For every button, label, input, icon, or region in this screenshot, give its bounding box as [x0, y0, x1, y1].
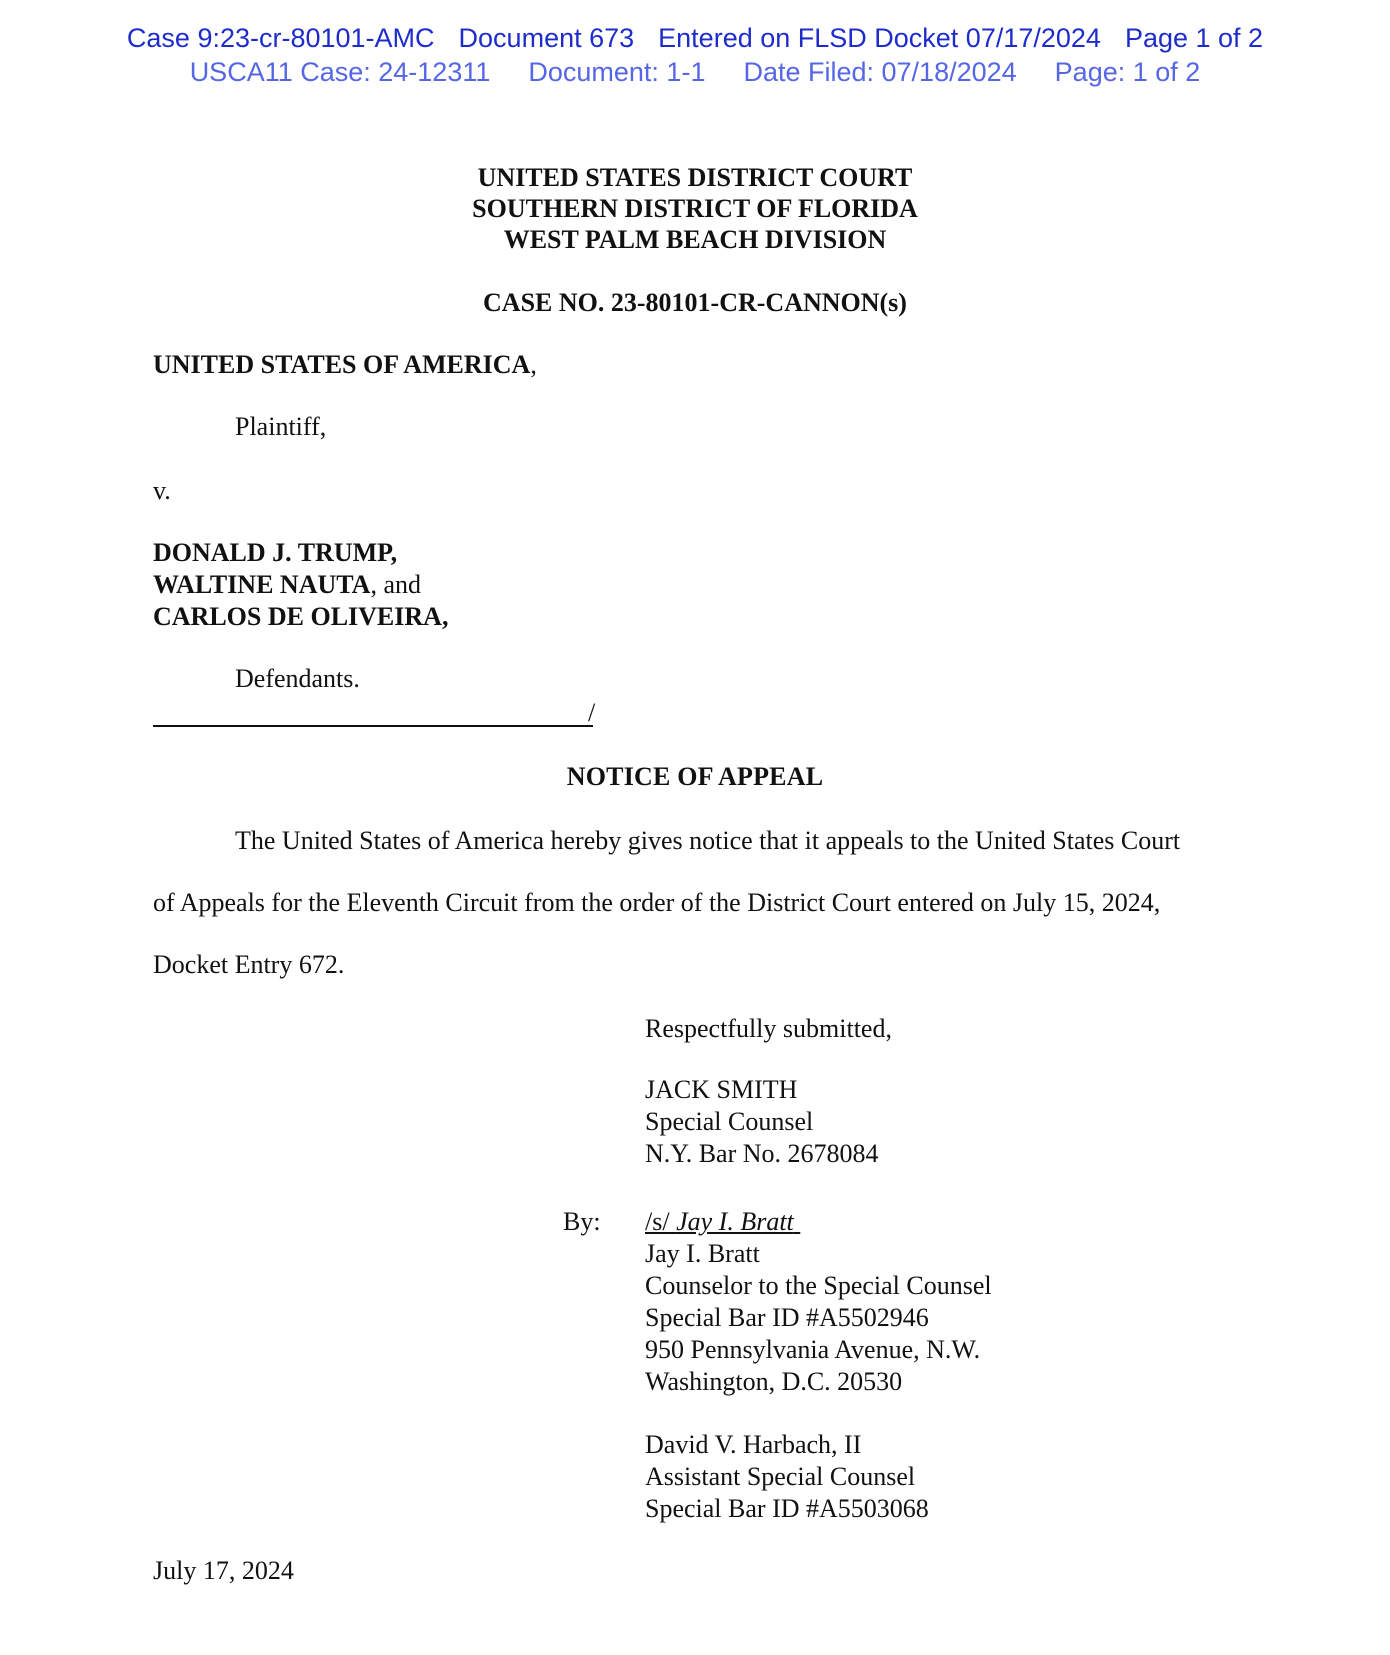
plaintiff-label: Plaintiff,	[235, 412, 327, 441]
court-district: SOUTHERN DISTRICT OF FLORIDA	[472, 194, 918, 223]
counsel-block	[645, 1074, 879, 1170]
signer-name: Jay I. Bratt	[645, 1239, 760, 1268]
body-line-1: The United States of America hereby gives notice that it appeals to the United States Court	[235, 826, 1181, 855]
caption-slash: /	[588, 698, 596, 727]
closing: Respectfully submitted,	[645, 1014, 892, 1043]
second-counsel-block	[645, 1429, 929, 1525]
counsel-bar-number: N.Y. Bar No. 2678084	[645, 1139, 879, 1168]
plaintiff-name: UNITED STATES OF AMERICA,	[153, 350, 537, 379]
stamp-appeal-document: Document: 1-1	[528, 57, 706, 87]
electronic-signature: /s/ Jay I. Bratt	[645, 1207, 794, 1236]
stamp-case-number: Case 9:23-cr-80101-AMC	[126, 23, 435, 53]
court-heading	[0, 162, 1390, 255]
defendant-de-oliveira: CARLOS DE OLIVEIRA,	[153, 602, 449, 631]
second-counsel-name: David V. Harbach, II	[645, 1430, 862, 1459]
versus: v.	[153, 476, 171, 505]
stamp-appeal-page: Page: 1 of 2	[1054, 57, 1201, 87]
body-line-2: of Appeals for the Eleventh Circuit from the order of the District Court entered on July 15, 2024,	[153, 888, 1161, 917]
stamp-page-count: Page 1 of 2	[1124, 23, 1264, 53]
defendant-nauta: WALTINE NAUTA, and	[153, 570, 421, 599]
address-line-1: 950 Pennsylvania Avenue, N.W.	[645, 1335, 981, 1364]
signer-block	[645, 1206, 992, 1398]
signer-bar-id: Special Bar ID #A5502946	[645, 1303, 929, 1332]
defendants-label: Defendants.	[235, 664, 360, 693]
signer-title: Counselor to the Special Counsel	[645, 1271, 992, 1300]
court-division: WEST PALM BEACH DIVISION	[503, 225, 887, 254]
ecf-header-stamp-appeals	[0, 56, 1390, 89]
stamp-appeal-case-number: USCA11 Case: 24-12311	[189, 57, 491, 87]
case-number: CASE NO. 23-80101-CR-CANNON(s)	[483, 288, 907, 317]
court-name: UNITED STATES DISTRICT COURT	[477, 163, 913, 192]
ecf-header-stamp-district	[0, 22, 1390, 55]
body-line-3: Docket Entry 672.	[153, 950, 345, 979]
counsel-name: JACK SMITH	[645, 1075, 798, 1104]
second-counsel-bar-id: Special Bar ID #A5503068	[645, 1494, 929, 1523]
filing-date: July 17, 2024	[153, 1556, 294, 1585]
caption-rule	[153, 725, 593, 727]
address-line-2: Washington, D.C. 20530	[645, 1367, 903, 1396]
defendant-trump: DONALD J. TRUMP,	[153, 538, 398, 567]
stamp-document-number: Document 673	[458, 23, 635, 53]
stamp-appeal-filed-date: Date Filed: 07/18/2024	[743, 57, 1017, 87]
document-title: NOTICE OF APPEAL	[566, 762, 824, 791]
stamp-entered-date: Entered on FLSD Docket 07/17/2024	[658, 23, 1101, 53]
second-counsel-title: Assistant Special Counsel	[645, 1462, 916, 1491]
by-label: By:	[563, 1207, 601, 1236]
counsel-title: Special Counsel	[645, 1107, 814, 1136]
